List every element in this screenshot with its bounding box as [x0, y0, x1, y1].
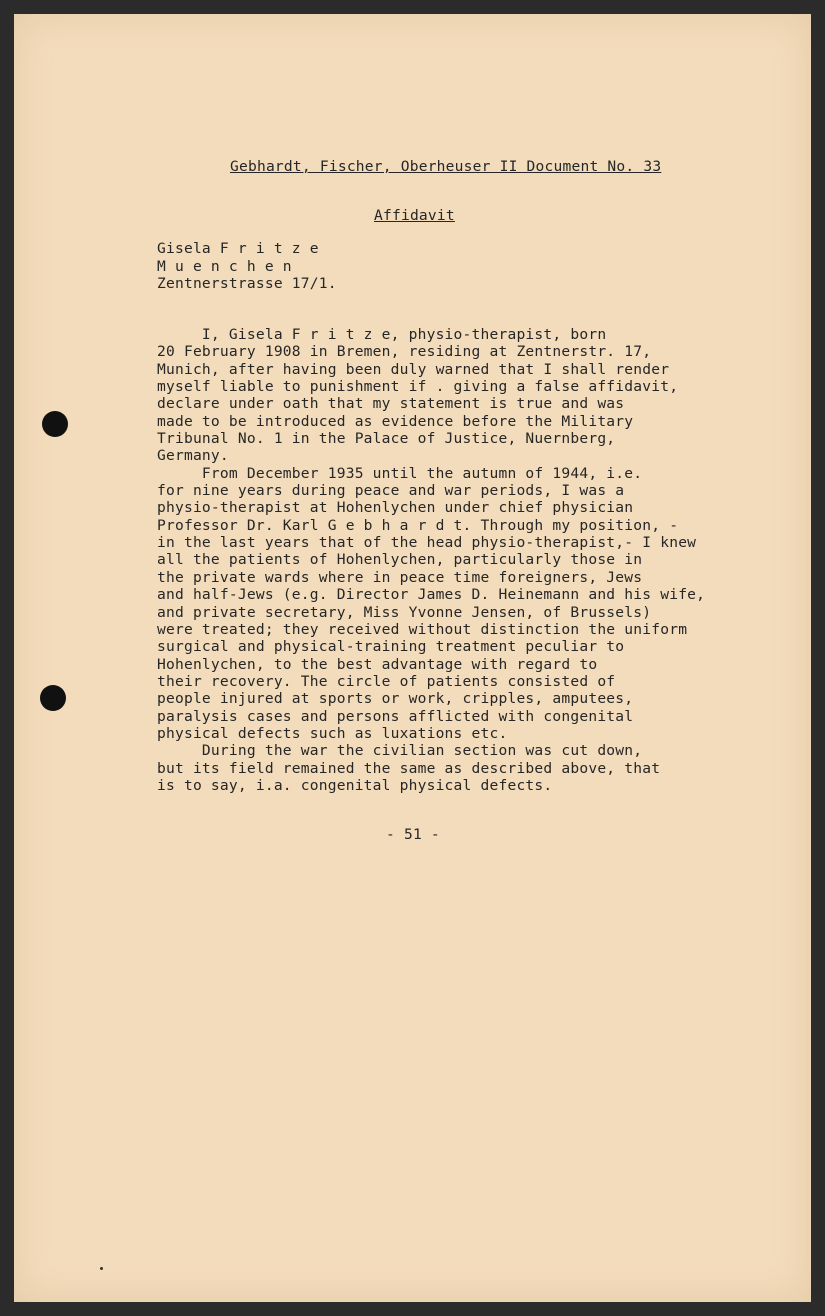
body-line: Hohenlychen, to the best advantage with regard to [157, 655, 598, 673]
body-line: made to be introduced as evidence before the Military [157, 412, 634, 430]
punch-hole [42, 411, 68, 437]
punch-hole [40, 685, 66, 711]
body-line: myself liable to punishment if . giving a false affidavit, [157, 378, 679, 396]
body-line: surgical and physical-training treatment peculiar to [157, 638, 625, 656]
body-line: Germany. [157, 447, 229, 465]
body-line: is to say, i.a. congenital physical defects. [157, 776, 553, 794]
body-line: physical defects such as luxations etc. [157, 724, 508, 742]
document-page [14, 14, 811, 1302]
body-line: were treated; they received without distinction the uniform [157, 620, 688, 638]
body-line: all the patients of Hohenlychen, particularly those in [157, 551, 643, 569]
ink-speck [100, 1267, 103, 1270]
page-number: - 51 - [386, 826, 440, 843]
body-line: but its field remained the same as described above, that [157, 759, 661, 777]
document-title: Affidavit [374, 207, 455, 224]
address-line: Zentnerstrasse 17/1. [157, 275, 337, 292]
body-line: declare under oath that my statement is true and was [157, 395, 625, 413]
body-line: 20 February 1908 in Bremen, residing at Zentnerstr. 17, [157, 343, 652, 361]
body-line: physio-therapist at Hohenlychen under chief physician [157, 499, 634, 517]
body-line: in the last years that of the head physio-therapist,- I knew [157, 534, 697, 552]
body-line: the private wards where in peace time foreigners, Jews [157, 568, 643, 586]
body-line: for nine years during peace and war periods, I was a [157, 482, 625, 500]
body-line: From December 1935 until the autumn of 1944, i.e. [157, 464, 643, 482]
body-line: Professor Dr. Karl G e b h a r d t. Through my position, - [157, 516, 679, 534]
address-line: Gisela F r i t z e [157, 240, 319, 257]
body-line: paralysis cases and persons afflicted with congenital [157, 707, 634, 725]
body-line: Tribunal No. 1 in the Palace of Justice, Nuernberg, [157, 430, 616, 448]
document-header: Gebhardt, Fischer, Oberheuser II Document No. 33 [230, 158, 662, 175]
body-line: and half-Jews (e.g. Director James D. Heinemann and his wife, [157, 586, 706, 604]
body-line: During the war the civilian section was cut down, [157, 742, 643, 760]
body-line: I, Gisela F r i t z e, physio-therapist, born [157, 326, 607, 343]
address-block [157, 240, 337, 293]
address-line: M u e n c h e n [157, 257, 292, 275]
affidavit-body [157, 326, 777, 794]
body-line: their recovery. The circle of patients consisted of [157, 672, 616, 690]
body-line: people injured at sports or work, cripples, amputees, [157, 690, 634, 708]
body-line: and private secretary, Miss Yvonne Jensen, of Brussels) [157, 603, 652, 621]
body-line: Munich, after having been duly warned that I shall render [157, 360, 670, 378]
